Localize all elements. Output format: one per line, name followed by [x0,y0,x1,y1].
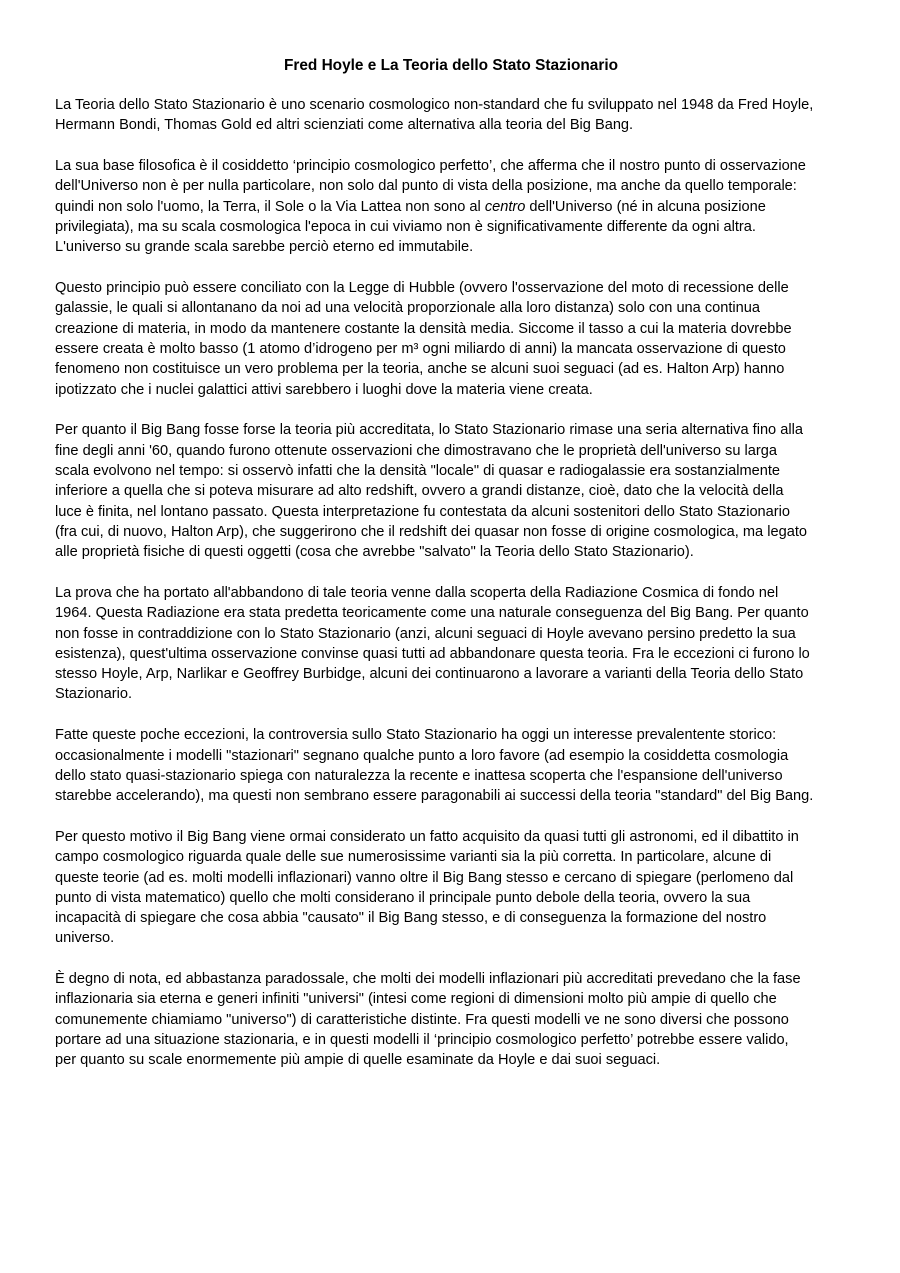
paragraph-4 [55,420,847,562]
text-line: fine degli anni '60, quando furono ottenute osservazioni che dimostravano che le proprietà dell'universo su larga [55,442,777,459]
text-line: inflazionaria sia eterna e generi infiniti "universi" (intesi come regioni di dimensioni molto più ampie di quello che [55,991,777,1008]
italic-emphasis: centro [484,198,526,215]
paragraph-8 [55,969,847,1070]
text-line: Fatte queste poche eccezioni, la controversia sullo Stato Stazionario ha oggi un interesse prevalentente storico: [55,727,777,744]
text-line: creazione di materia, in modo da mantenere costante la densità media. Siccome il tasso a cui la materia dovrebbe [55,320,792,337]
text-line: starebbe accelerando), ma questi non sembrano essere paragonabili ai successi della teoria "standard" del Big Bang. [55,788,814,805]
text-line: Questo principio può essere conciliato con la Legge di Hubble (ovvero l'osservazione del moto di recessione delle [55,280,789,297]
text-line: galassie, le quali si allontanano da noi ad una velocità proporzionale alla loro distanza) solo con una continua [55,300,761,317]
text-line: campo cosmologico riguarda quale delle sue numerosissime varianti sia la più corretta. In particolare, alcune di [55,849,772,866]
text-line: punto di vista matematico) quello che molti considerano il principale punto debole della teoria, ovvero la sua [55,889,751,906]
text-line: (fra cui, di nuovo, Halton Arp), che suggerirono che il redshift dei quasar non fosse di origine cosmologica, ma legato [55,523,807,540]
text-line: stesso Hoyle, Arp, Narlikar e Geoffrey Burbidge, alcuni dei continuarono a lavorare a varianti della Teoria dello Stato [55,666,804,683]
text-segment: dell'Universo (né in alcuna posizione [525,198,766,215]
text-segment: quindi non solo l'uomo, la Terra, il Sole o la Via Lattea non sono al [55,198,485,215]
paragraph-2 [55,156,847,257]
paragraph-1 [55,95,847,136]
text-line: occasionalmente i modelli "stazionari" segnano qualche punto a loro favore (ad esempio la cosiddetta cosmologia [55,747,789,764]
text-line: per quanto su scale enormemente più ampie di quelle esaminate da Hoyle e dai suoi seguaci. [55,1052,661,1069]
text-line: esistenza), quest'ultima osservazione convinse quasi tutti ad abbandonare questa teoria. Fra le eccezioni ci furono lo [55,645,810,662]
document-page [55,55,847,1091]
text-line: La prova che ha portato all'abbandono di tale teoria venne dalla scoperta della Radiazione Cosmica di fondo nel [55,584,779,601]
paragraph-3 [55,278,847,400]
text-line: portare ad una situazione stazionaria, e in questi modelli il ‘principio cosmologico perfetto’ potrebbe essere valido, [55,1032,789,1049]
text-line: Per questo motivo il Big Bang viene ormai considerato un fatto acquisito da quasi tutti gli astronomi, ed il dibattito in [55,828,799,845]
text-line: Stazionario. [55,686,133,703]
text-line: ipotizzato che i nuclei galattici attivi sarebbero i luoghi dove la materia viene creata. [55,381,593,398]
text-line: luce è finita, nel lontano passato. Questa interpretazione fu contestata da alcuni sostenitori dello Stato Stazionario [55,503,791,520]
text-line: dello stato quasi-stazionario spiega con naturalezza la recente e inattesa scoperta che l'espansione dell'universo [55,767,783,784]
text-line: comunemente chiamiamo "universo") di caratteristiche distinte. Fra questi modelli ve ne sono diversi che possono [55,1011,789,1028]
document-title: Fred Hoyle e La Teoria dello Stato Stazionario [283,57,619,74]
paragraph-6 [55,725,847,806]
text-line: incapacità di spiegare che cosa abbia "causato" il Big Bang stesso, e di conseguenza la formazione del nostro [55,910,767,927]
text-line: dell'Universo non è per nulla particolare, non solo dal punto di vista della posizione, ma anche da quello temporale: [55,178,797,195]
text-line [55,197,847,217]
text-line: alle proprietà fisiche di questi oggetti (cosa che avrebbe "salvato" la Teoria dello Stato Stazionario). [55,544,694,561]
text-line: inferiore a quella che si poteva misurare ad alto redshift, ovvero a grandi distanze, cioè, dato che la velocità della [55,483,784,500]
text-line: Per quanto il Big Bang fosse forse la teoria più accreditata, lo Stato Stazionario rimase una seria alternativa fino alla [55,422,803,439]
text-line: queste teorie (ad es. molti modelli inflazionari) vanno oltre il Big Bang stesso e cercano di spiegare (perlomeno dal [55,869,794,886]
text-line: privilegiata), ma su scala cosmologica l'epoca in cui viviamo non è significativamente differente da ogni altra. [55,218,756,235]
text-line: scala evolvono nel tempo: si osservò infatti che la densità "locale" di quasar e radiogalassie era sostanzialmente [55,462,781,479]
text-line: La sua base filosofica è il cosiddetto ‘principio cosmologico perfetto’, che afferma che il nostro punto di osservazione [55,158,806,175]
text-line: essere creata è molto basso (1 atomo d’idrogeno per m³ ogni miliardo di anni) la mancata osservazione di questo [55,340,786,357]
text-line: Hermann Bondi, Thomas Gold ed altri scienziati come alternativa alla teoria del Big Bang. [55,117,634,134]
text-line: fenomeno non costituisce un vero problema per la teoria, anche se alcuni suoi seguaci (ad es. Halton Arp) hanno [55,361,785,378]
text-line: La Teoria dello Stato Stazionario è uno scenario cosmologico non-standard che fu sviluppato nel 1948 da Fred Hoyle, [55,97,814,113]
paragraph-7 [55,827,847,949]
text-line: L'universo su grande scala sarebbe perciò eterno ed immutabile. [55,239,474,256]
text-line: È degno di nota, ed abbastanza paradossale, che molti dei modelli inflazionari più accreditati prevedano che la fase [55,971,801,988]
paragraph-5 [55,583,847,705]
document-body [55,95,847,1071]
text-line: non fosse in contraddizione con lo Stato Stazionario (anzi, alcuni seguaci di Hoyle avevano persino predetto la sua [55,625,796,642]
text-line: 1964. Questa Radiazione era stata predetta teoricamente come una naturale conseguenza del Big Bang. Per quanto [55,605,809,622]
text-line: universo. [55,930,115,947]
